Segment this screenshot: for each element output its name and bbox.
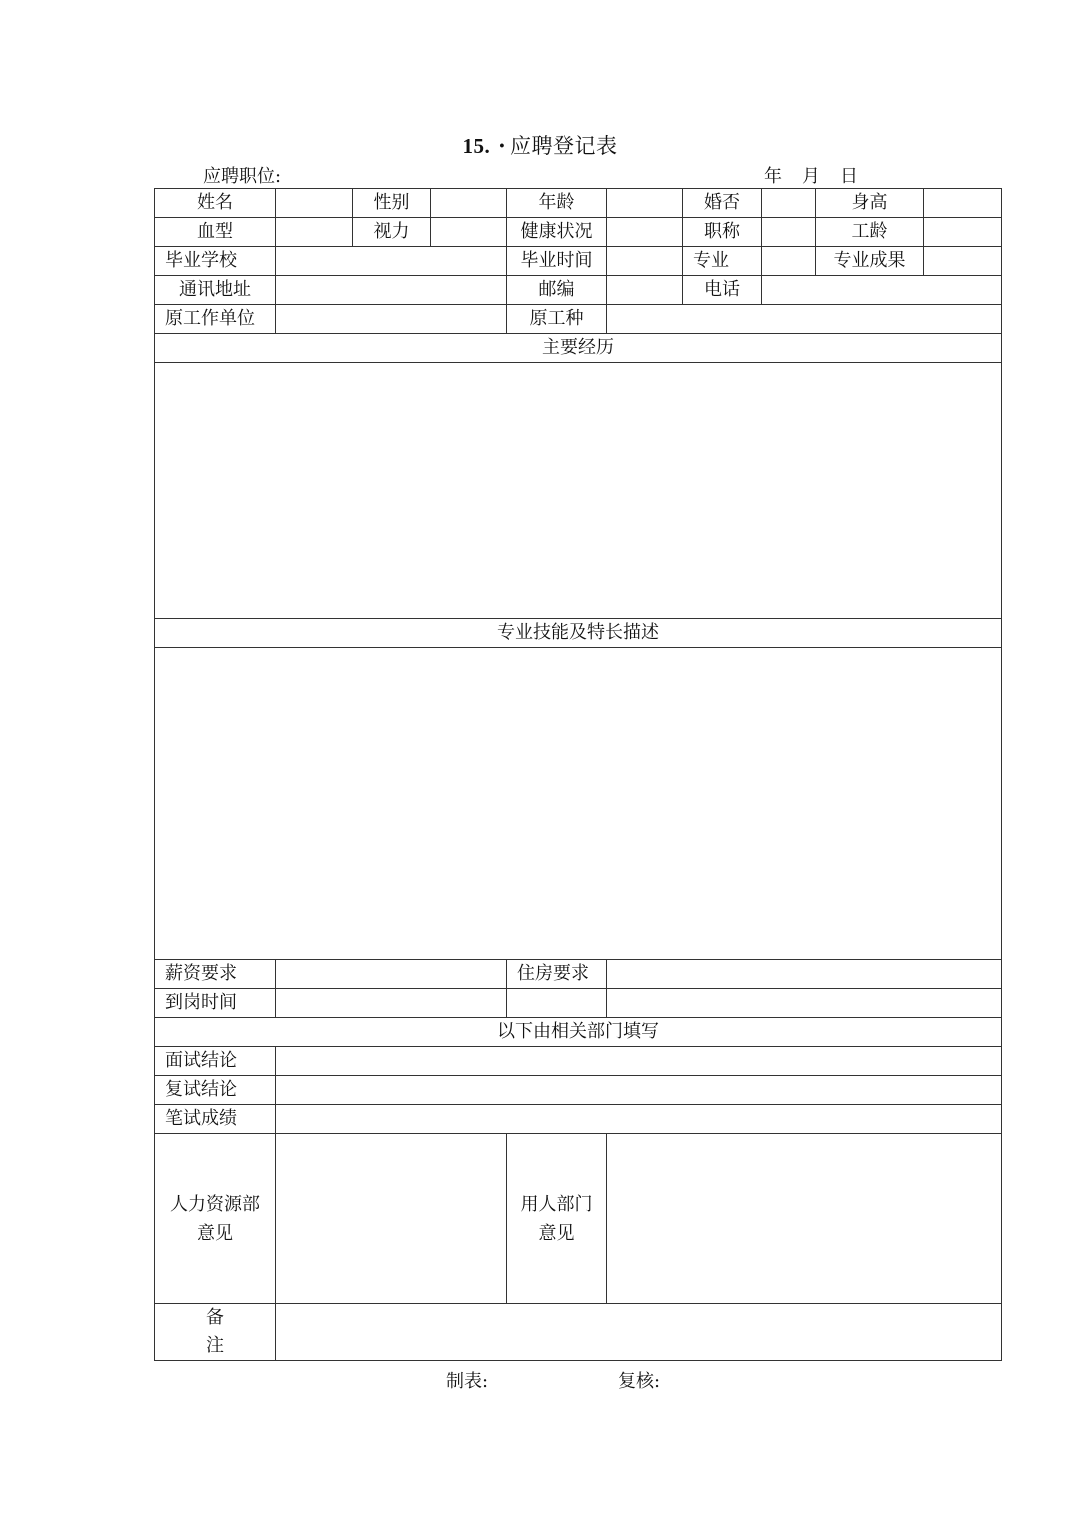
health-field[interactable]	[607, 218, 683, 247]
interview-field[interactable]	[276, 1047, 1002, 1076]
school-label: 毕业学校	[155, 247, 276, 276]
seniority-field[interactable]	[924, 218, 1002, 247]
school-field[interactable]	[276, 247, 507, 276]
written-field[interactable]	[276, 1105, 1002, 1134]
prev-employer-field[interactable]	[276, 305, 507, 334]
vision-label: 视力	[353, 218, 431, 247]
health-label: 健康状况	[507, 218, 607, 247]
written-label: 笔试成绩	[155, 1105, 276, 1134]
major-field[interactable]	[762, 247, 816, 276]
experience-area[interactable]	[155, 363, 1002, 619]
form-title-text: 应聘登记表	[510, 134, 618, 158]
remark-line2: 注	[206, 1335, 224, 1356]
name-field[interactable]	[276, 189, 353, 218]
form-number: 15.	[462, 134, 491, 158]
marital-label: 婚否	[683, 189, 762, 218]
age-field[interactable]	[607, 189, 683, 218]
date-line	[764, 162, 858, 188]
blood-type-field[interactable]	[276, 218, 353, 247]
housing-label: 住房要求	[507, 960, 607, 989]
height-label: 身高	[816, 189, 924, 218]
day-label: 日	[840, 166, 858, 187]
height-field[interactable]	[924, 189, 1002, 218]
dept-fill-heading: 以下由相关部门填写	[155, 1018, 1002, 1047]
job-title-label: 职称	[683, 218, 762, 247]
form-title	[0, 130, 1080, 160]
reinterview-field[interactable]	[276, 1076, 1002, 1105]
prepared-by-label: 制表:	[446, 1371, 489, 1392]
remark-field[interactable]	[276, 1304, 1002, 1361]
major-label: 专业	[683, 247, 762, 276]
marital-field[interactable]	[762, 189, 816, 218]
salary-field[interactable]	[276, 960, 507, 989]
phone-field[interactable]	[762, 276, 1002, 305]
achievement-field[interactable]	[924, 247, 1002, 276]
address-field[interactable]	[276, 276, 507, 305]
hr-opinion-line1: 人力资源部	[170, 1193, 260, 1215]
skills-heading: 专业技能及特长描述	[155, 619, 1002, 648]
experience-heading: 主要经历	[155, 334, 1002, 363]
achievement-label: 专业成果	[816, 247, 924, 276]
blood-type-label: 血型	[155, 218, 276, 247]
age-label: 年龄	[507, 189, 607, 218]
hr-opinion-field[interactable]	[276, 1134, 507, 1304]
title-separator: ·	[498, 133, 507, 158]
hr-opinion-line2: 意见	[197, 1222, 233, 1244]
dept-opinion-line2: 意见	[538, 1222, 575, 1244]
start-time-field[interactable]	[276, 989, 507, 1018]
zip-label: 邮编	[507, 276, 607, 305]
interview-label: 面试结论	[155, 1047, 276, 1076]
prev-job-label: 原工种	[507, 305, 607, 334]
phone-label: 电话	[683, 276, 762, 305]
housing-field[interactable]	[607, 960, 1002, 989]
reviewed-by-label: 复核:	[618, 1371, 661, 1392]
gender-label: 性别	[353, 189, 431, 218]
year-label: 年	[764, 166, 782, 187]
address-label: 通讯地址	[155, 276, 276, 305]
prev-employer-label: 原工作单位	[155, 305, 276, 334]
start-time-extra-cell[interactable]	[507, 989, 607, 1018]
registration-table	[154, 188, 1002, 1361]
dept-opinion-line1: 用人部门	[520, 1193, 593, 1215]
hr-opinion-label	[155, 1134, 276, 1304]
dept-opinion-label	[507, 1134, 607, 1304]
zip-field[interactable]	[607, 276, 683, 305]
position-label: 应聘职位:	[203, 166, 282, 187]
remark-label	[155, 1304, 276, 1361]
reinterview-label: 复试结论	[155, 1076, 276, 1105]
seniority-label: 工龄	[816, 218, 924, 247]
remark-line1: 备	[206, 1307, 224, 1328]
job-title-field[interactable]	[762, 218, 816, 247]
grad-time-field[interactable]	[607, 247, 683, 276]
prev-job-field[interactable]	[607, 305, 1002, 334]
start-time-extra-field[interactable]	[607, 989, 1002, 1018]
name-label: 姓名	[155, 189, 276, 218]
dept-opinion-field[interactable]	[607, 1134, 1002, 1304]
gender-field[interactable]	[431, 189, 507, 218]
vision-field[interactable]	[431, 218, 507, 247]
start-time-label: 到岗时间	[155, 989, 276, 1018]
grad-time-label: 毕业时间	[507, 247, 607, 276]
salary-label: 薪资要求	[155, 960, 276, 989]
skills-area[interactable]	[155, 648, 1002, 960]
month-label: 月	[802, 166, 820, 187]
